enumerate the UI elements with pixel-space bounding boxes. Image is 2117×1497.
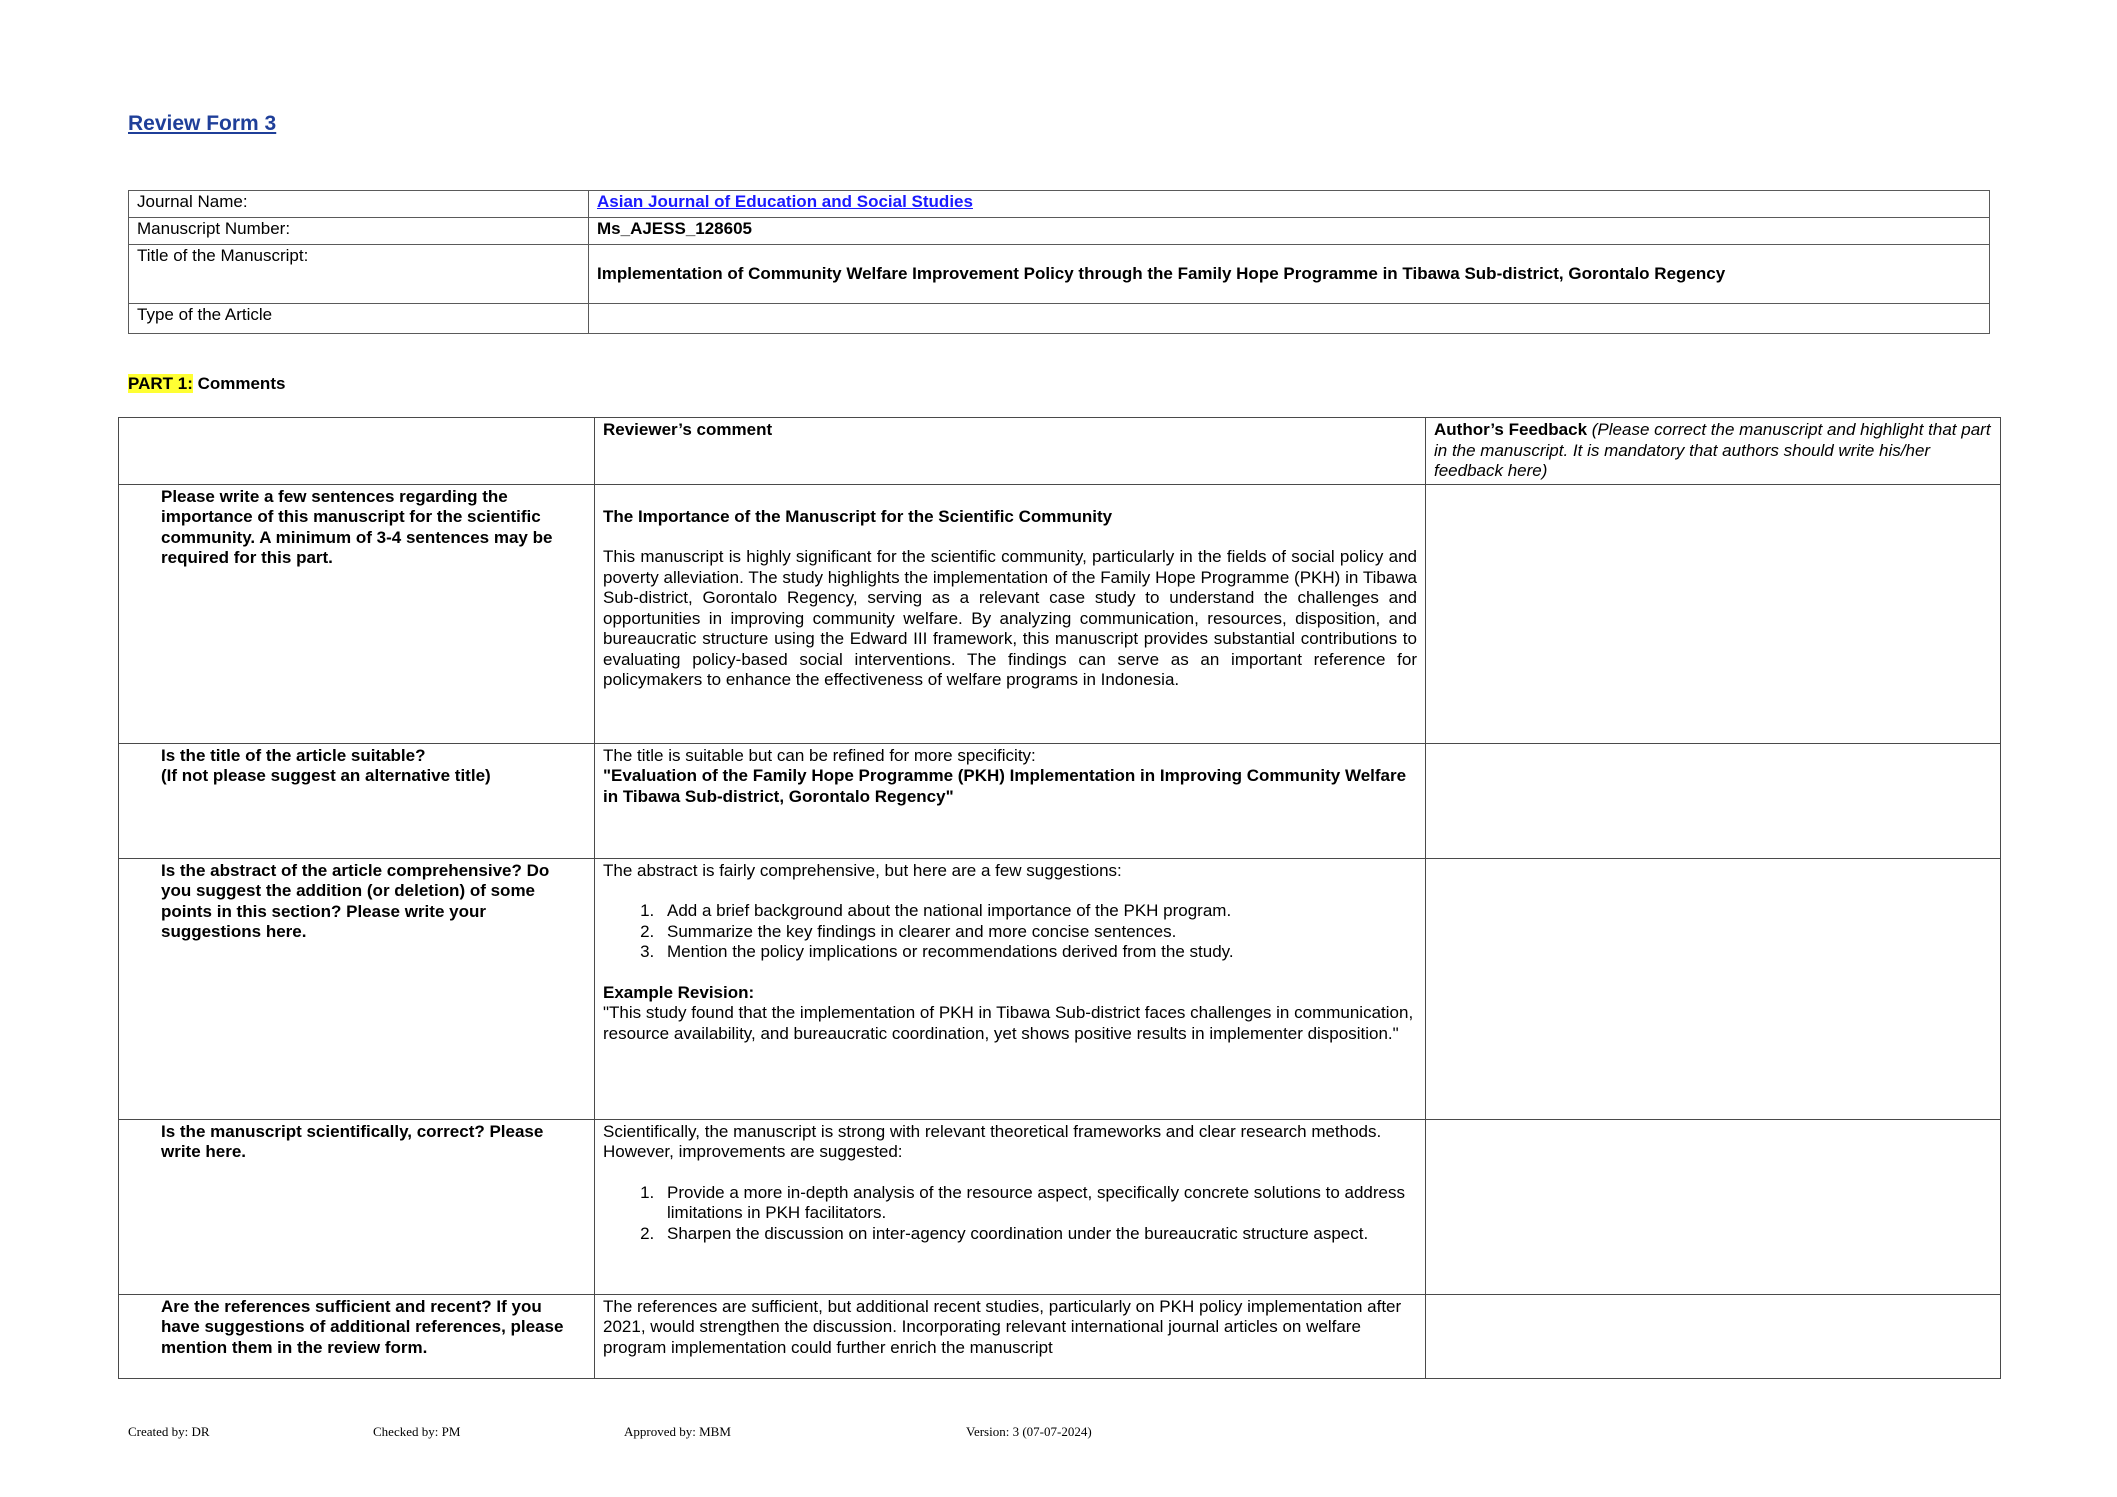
comment-intro: The abstract is fairly comprehensive, but here are a few suggestions: bbox=[603, 860, 1122, 880]
table-row bbox=[119, 743, 2001, 858]
table-row bbox=[119, 1294, 2001, 1378]
example-revision-text: "This study found that the implementation of PKH in Tibawa Sub-district faces challenges in communication, resource availability, and bureaucratic coordination, yet shows positive results in implementer disposition." bbox=[603, 1003, 1414, 1043]
manuscript-title-value: Implementation of Community Welfare Improvement Policy through the Family Hope Programme in Tibawa Sub-district, Gorontalo Regency bbox=[589, 245, 1990, 304]
form-title[interactable]: Review Form 3 bbox=[128, 112, 277, 135]
reviewer-comment-title bbox=[595, 743, 1426, 858]
author-feedback-instructions: (Please correct the manuscript and highlight that part in the manuscript. It is mandatory that authors should write his/her feedback here) bbox=[1434, 420, 1991, 480]
manuscript-number-value: Ms_AJESS_128605 bbox=[589, 218, 1990, 245]
table-row bbox=[119, 484, 2001, 743]
footer-version: Version: 3 (07-07-2024) bbox=[966, 1424, 1092, 1439]
question-title-line1: Is the title of the article suitable? bbox=[161, 745, 426, 765]
part-number: PART 1: bbox=[128, 374, 193, 393]
author-feedback-cell[interactable] bbox=[1426, 1119, 2001, 1294]
list-item: 2. Sharpen the discussion on inter-agency coordination under the bureaucratic structure aspect. bbox=[659, 1224, 1417, 1245]
comment-intro: The title is suitable but can be refined for more specificity: bbox=[603, 745, 1036, 765]
article-type-value[interactable] bbox=[589, 304, 1990, 334]
suggestion-list bbox=[603, 1183, 1417, 1245]
footer-created-by: Created by: DR bbox=[128, 1424, 210, 1439]
author-feedback-cell[interactable] bbox=[1426, 484, 2001, 743]
comment-heading: The Importance of the Manuscript for the Scientific Community bbox=[603, 506, 1113, 526]
reviewer-comment-importance bbox=[595, 484, 1426, 743]
comments-table bbox=[118, 417, 2001, 1379]
journal-row bbox=[129, 191, 1990, 218]
question-references: Are the references sufficient and recent? If you have suggestions of additional references, please mention them in the review form. bbox=[119, 1294, 595, 1378]
reviewer-comment-abstract bbox=[595, 858, 1426, 1119]
author-feedback-cell[interactable] bbox=[1426, 1294, 2001, 1378]
part-heading bbox=[128, 374, 285, 394]
manuscript-number-row bbox=[129, 218, 1990, 245]
comment-body: This manuscript is highly significant for the scientific community, particularly in the fields of social policy and poverty alleviation. The study highlights the implementation of the Family Hope Programme (PKH) in Tibawa Sub-district, Gorontalo Regency, serving as a relevant case study to understand the challenges and opportunities in improving community welfare. By analyzing communication, resources, disposition, and bureaucratic structure using the Edward III framework, this manuscript provides substantial contributions to evaluating policy-based social interventions. The findings can serve as an important reference for policymakers to enhance the effectiveness of welfare programs in Indonesia. bbox=[603, 547, 1417, 689]
journal-value-cell bbox=[589, 191, 1990, 218]
part-title: Comments bbox=[192, 374, 286, 393]
reviewer-comment-scientific bbox=[595, 1119, 1426, 1294]
journal-link[interactable]: Asian Journal of Education and Social Studies bbox=[597, 192, 973, 211]
reviewer-comment-references: The references are sufficient, but additional recent studies, particularly on PKH policy implementation after 2021, would strengthen the discussion. Incorporating relevant international journal articles on welfare program implementation could further enrich the manuscript bbox=[595, 1294, 1426, 1378]
author-feedback-label: Author’s Feedback bbox=[1434, 420, 1588, 439]
example-revision-label: Example Revision: bbox=[603, 982, 755, 1002]
question-abstract: Is the abstract of the article comprehensive? Do you suggest the addition (or deletion) of some points in this section? Please write your suggestions here. bbox=[119, 858, 595, 1119]
manuscript-number-label: Manuscript Number: bbox=[129, 218, 589, 245]
header-reviewer-comment: Reviewer’s comment bbox=[595, 418, 1426, 485]
list-item: 3. Mention the policy implications or recommendations derived from the study. bbox=[659, 942, 1417, 963]
article-type-label: Type of the Article bbox=[129, 304, 589, 334]
list-item: 2. Summarize the key findings in clearer and more concise sentences. bbox=[659, 922, 1417, 943]
manuscript-title-row bbox=[129, 245, 1990, 304]
header-empty-cell bbox=[119, 418, 595, 485]
suggestion-list bbox=[603, 901, 1417, 963]
author-feedback-cell[interactable] bbox=[1426, 858, 2001, 1119]
manuscript-title-label: Title of the Manuscript: bbox=[129, 245, 589, 304]
footer-checked-by: Checked by: PM bbox=[373, 1424, 461, 1439]
footer-approved-by: Approved by: MBM bbox=[624, 1424, 731, 1439]
table-row bbox=[119, 1119, 2001, 1294]
question-scientific: Is the manuscript scientifically, correct? Please write here. bbox=[119, 1119, 595, 1294]
suggested-title: "Evaluation of the Family Hope Programme (PKH) Implementation in Improving Community Welfare in Tibawa Sub-district, Gorontalo Regency" bbox=[603, 766, 1407, 806]
header-author-feedback bbox=[1426, 418, 2001, 485]
author-feedback-cell[interactable] bbox=[1426, 743, 2001, 858]
list-item: 1. Provide a more in-depth analysis of the resource aspect, specifically concrete solutions to address limitations in PKH facilitators. bbox=[659, 1183, 1417, 1224]
article-type-row bbox=[129, 304, 1990, 334]
question-title-line2: (If not please suggest an alternative title) bbox=[161, 766, 491, 785]
question-importance: Please write a few sentences regarding the importance of this manuscript for the scientific community. A minimum of 3-4 sentences may be required for this part. bbox=[119, 484, 595, 743]
comments-header-row bbox=[119, 418, 2001, 485]
question-title bbox=[119, 743, 595, 858]
comment-intro: Scientifically, the manuscript is strong with relevant theoretical frameworks and clear research methods. However, improvements are suggested: bbox=[603, 1121, 1382, 1161]
table-row bbox=[119, 858, 2001, 1119]
manuscript-info-table bbox=[128, 190, 1990, 334]
journal-label: Journal Name: bbox=[129, 191, 589, 218]
list-item: 1. Add a brief background about the national importance of the PKH program. bbox=[659, 901, 1417, 922]
